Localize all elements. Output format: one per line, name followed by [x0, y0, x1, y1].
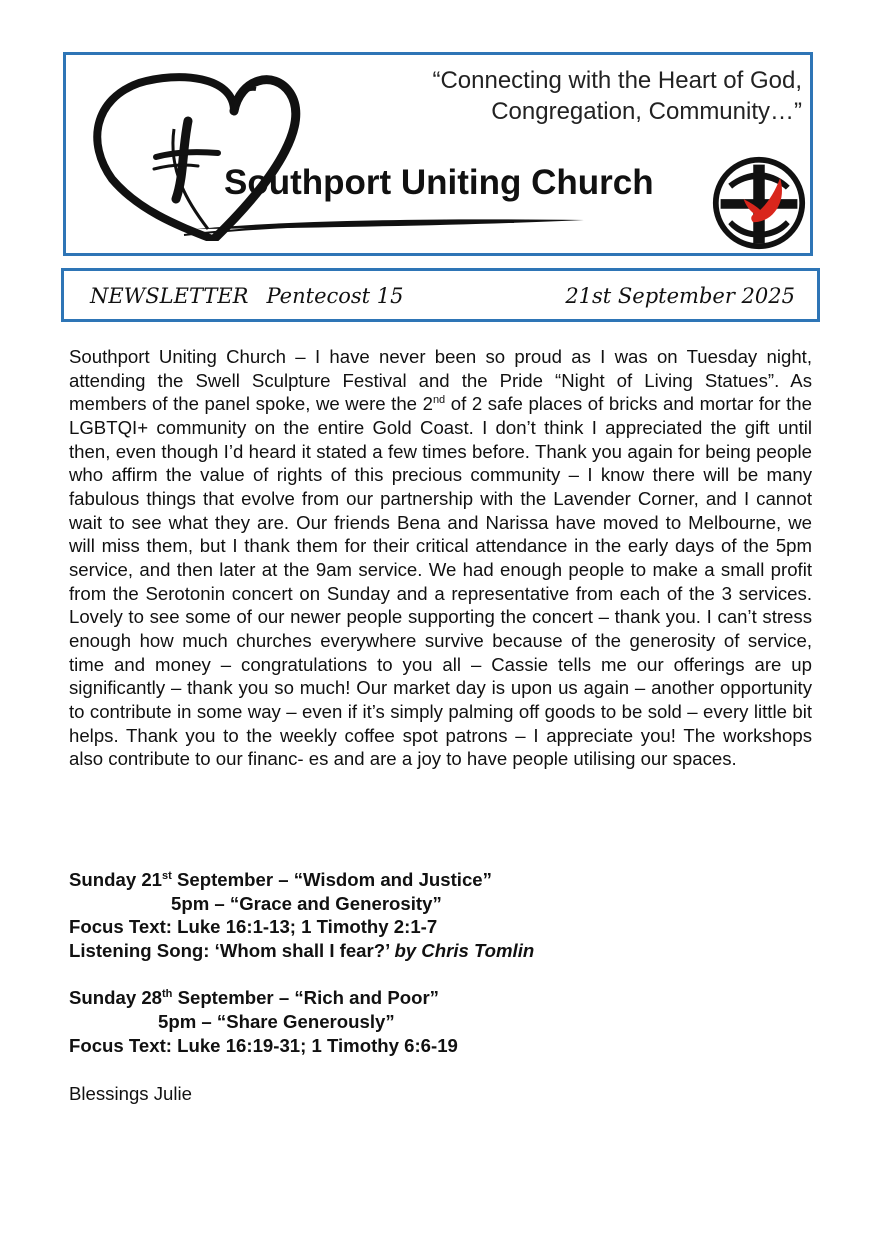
service-schedule	[69, 868, 812, 1057]
masthead	[63, 52, 813, 256]
service-1-day: Sunday 21	[69, 869, 163, 890]
newsletter-info	[90, 284, 404, 308]
message-part-2: of 2 safe places of bricks and mortar for the LGBTQI+ community on the entire Gold Coast. I don’t think I appreciated the gift until then, even though I’d heard it stated a few times before. Thank you again for being people who affirm the value of rights of this precious community – I know there will be many fabulous things that evolve from our partnership with the Lavender Corner, and I cannot wait to see what they are. Our friends Bena and Narissa have moved to Melbourne, we will miss them, but I thank them for their critical attendance in the early days of the 5pm service, and then later at the 9am service. We had enough people to make a small profit from the Serotonin concert on Sunday and a representative from each of the 3 services. Lovely to see some of our newer people supporting the concert – thank you. I can’t stress enough how much churches everywhere survive because of the generosity of service, time and money – congratulations to you all – Cassie tells me our offerings are up significantly – thank you so much! Our market day is upon us again – another opportunity to contribute in some way – even if it’s simply palming off goods to be sold – every little bit helps. Thank you to the weekly coffee spot patrons – I appreciate you! The workshops also contribute to our financ- es and are a joy to have people utilising our spaces.	[69, 393, 812, 770]
tagline-line-2: Congregation, Community…”	[491, 98, 802, 125]
message-part-1: Southport Uniting Church – I have never been so proud as I was on Tuesday night, attending the Swell Sculpture Festival and the Pride “Night of Living Statues”. As members of the panel spoke, we were the 2	[69, 346, 812, 415]
service-1-focus-text: Focus Text: Luke 16:1-13; 1 Timothy 2:1-7	[69, 916, 438, 938]
church-name: Southport Uniting Church	[224, 163, 654, 202]
service-2-focus-text: Focus Text: Luke 16:19-31; 1 Timothy 6:6-19	[69, 1034, 458, 1056]
service-2-day: Sunday 28	[69, 987, 163, 1009]
song-title: ‘Whom shall I fear?’	[209, 939, 395, 961]
service-1-theme: September – “Wisdom and Justice”	[171, 869, 492, 890]
newsletter-label: NEWSLETTER	[90, 284, 249, 308]
closing-signoff: Blessings Julie	[69, 1083, 192, 1104]
service-2-day-suffix: th	[162, 988, 173, 1001]
service-2-heading	[69, 986, 812, 1010]
newsletter-date: 21st September 2025	[565, 284, 795, 308]
service-1-evening: 5pm – “Grace and Generosity”	[171, 892, 442, 914]
pastor-message	[69, 345, 812, 771]
newsletter-bar	[61, 268, 820, 322]
liturgical-season: Pentecost 15	[266, 284, 404, 308]
song-artist: by Chris Tomlin	[394, 939, 535, 961]
uniting-church-emblem-icon	[711, 155, 807, 251]
service-2-theme: September – “Rich and Poor”	[172, 987, 439, 1009]
song-label: Listening Song:	[69, 939, 210, 961]
ordinal-suffix: nd	[432, 394, 446, 407]
service-1-day-suffix: st	[162, 869, 172, 882]
tagline-line-1: “Connecting with the Heart of God,	[432, 67, 802, 94]
service-2-evening: 5pm – “Share Generously”	[158, 1010, 395, 1032]
service-1-listening-song	[69, 939, 812, 963]
service-1-heading	[69, 868, 812, 892]
tagline	[432, 65, 802, 127]
